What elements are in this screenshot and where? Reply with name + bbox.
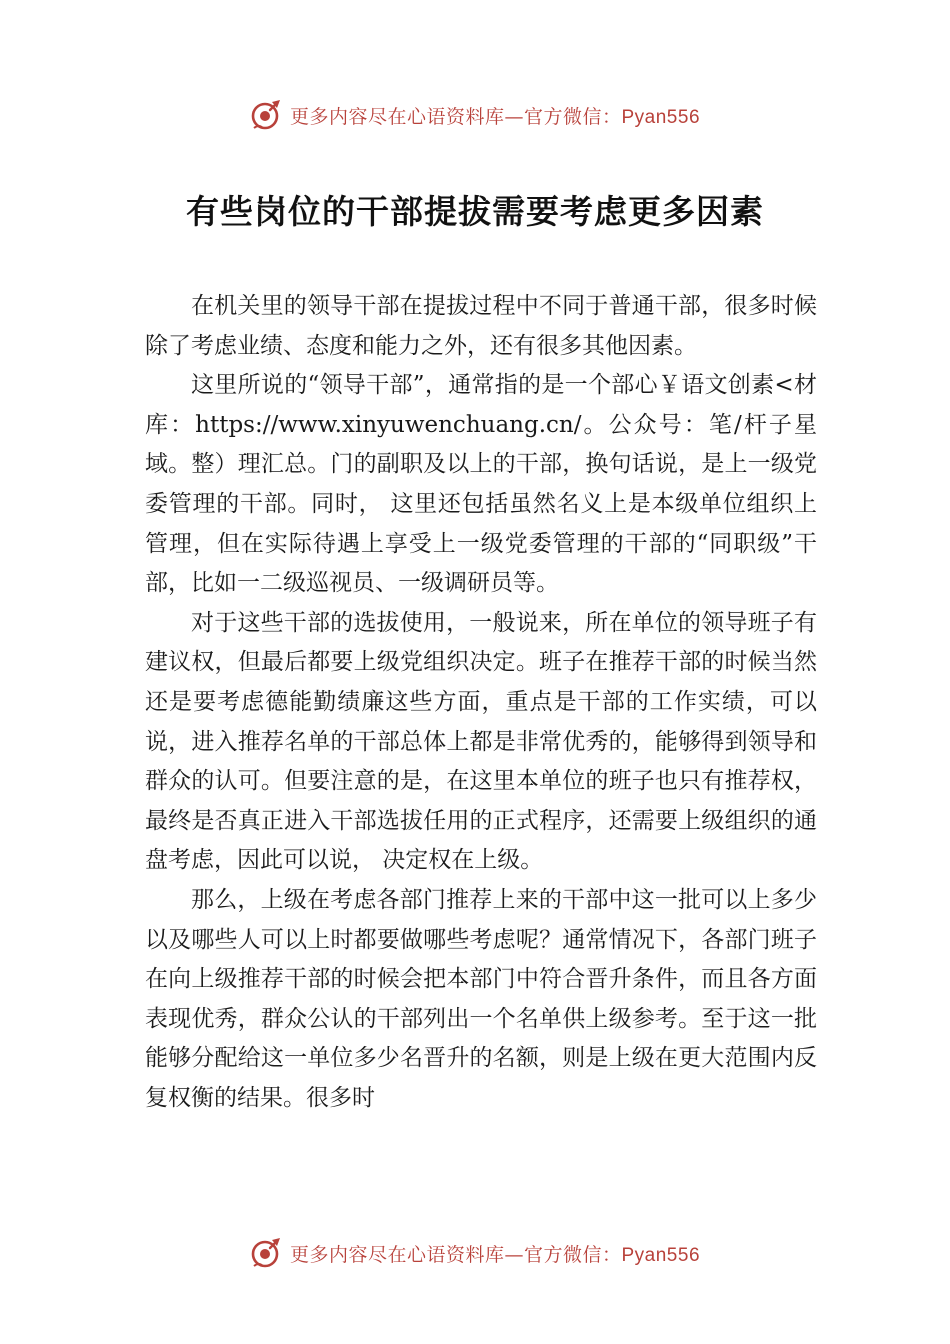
- watermark-text: [290, 1240, 700, 1267]
- watermark-wechat-id: Pyan556: [621, 1244, 701, 1266]
- watermark-wechat-id: Pyan556: [621, 106, 701, 128]
- logo-icon: [250, 98, 284, 132]
- watermark-header: [0, 95, 950, 135]
- watermark-footer: [0, 1233, 950, 1273]
- paragraph-4: 那么，上级在考虑各部门推荐上来的干部中这一批可以上多少以及哪些人可以上时都要做哪些考虑呢？通常情况下，各部门班子在向上级推荐干部的时候会把本部门中符合晋升条件，而且各方面表现优秀，群众公认的干部列出一个名单供上级参考。至于这一批能够分配给这一单位多少名晋升的名额，则是上级在更大范围内反复权衡的结果。很多时: [145, 886, 817, 1111]
- logo-icon: [250, 1236, 284, 1270]
- watermark-text: [290, 102, 700, 129]
- watermark-text-cn: 更多内容尽在心语资料库—官方微信：: [289, 1243, 622, 1266]
- paragraph-1: 在机关里的领导干部在提拔过程中不同于普通干部，很多时候除了考虑业绩、态度和能力之外，还有很多其他因素。: [145, 293, 817, 359]
- paragraph-2: 这里所说的“领导干部”，通常指的是一个部心￥语文创素<材库：https://www.xinyuwenchuang.cn/。公众号：笔/杆子星域。整）理汇总。门的副职及以上的干部，换句话说，是上一级党委管理的干部。同时， 这里还包括虽然名义上是本级单位组织上管理，但在实际待遇上享受上一级党委管理的干部的“同职级”干部，比如一二级巡视员、一级调研员等。: [145, 372, 817, 597]
- document-title: 有些岗位的干部提拔需要考虑更多因素: [186, 192, 764, 231]
- paragraph-3: 对于这些干部的选拔使用，一般说来，所在单位的领导班子有建议权，但最后都要上级党组织决定。班子在推荐干部的时候当然还是要考虑德能勤绩廉这些方面，重点是干部的工作实绩，可以说，进入推荐名单的干部总体上都是非常优秀的，能够得到领导和群众的认可。但要注意的是，在这里本单位的班子也只有推荐权，最终是否真正进入干部选拔任用的正式程序，还需要上级组织的通盘考虑，因此可以说， 决定权在上级。: [145, 609, 817, 874]
- document-body: [145, 287, 817, 1118]
- watermark-text-cn: 更多内容尽在心语资料库—官方微信：: [289, 105, 622, 128]
